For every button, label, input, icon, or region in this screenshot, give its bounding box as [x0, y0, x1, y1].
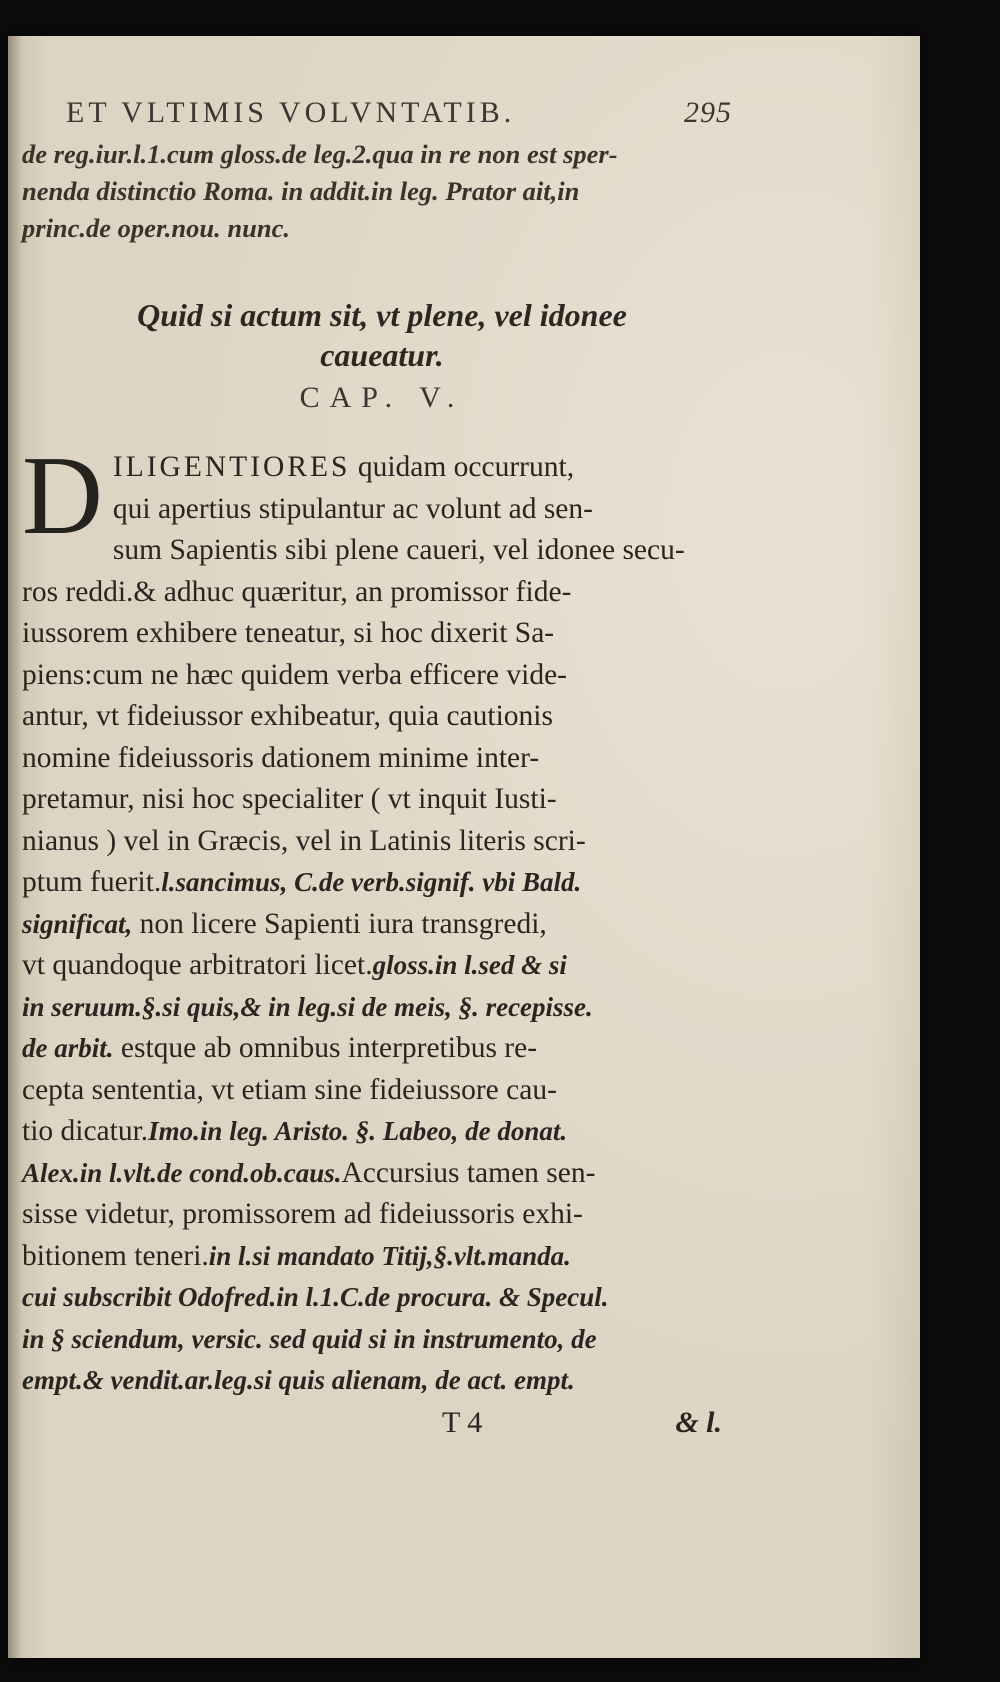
citation-text: gloss.in l.sed & si [372, 950, 567, 980]
top-citation-note [22, 136, 742, 247]
body-line [22, 1028, 742, 1070]
citation-text: Alex.in l.vlt.de cond.ob.caus. [22, 1157, 342, 1188]
body-line [22, 613, 742, 655]
body-text-span: vt quandoque arbitratori licet. [22, 949, 373, 981]
section-title [22, 295, 742, 375]
book-page [8, 36, 920, 1658]
first-line-lead: ILIGENTIORES [112, 451, 351, 483]
body-text [22, 434, 742, 1402]
signature-mark: T 4 [442, 1405, 483, 1439]
body-line [22, 945, 742, 987]
text-block [22, 96, 742, 1440]
body-line [22, 987, 742, 1029]
body-text-span: qui apertius stipulantur ac volunt ad sen- [112, 492, 593, 525]
body-line [22, 862, 742, 904]
body-line [22, 1277, 742, 1319]
section-title-line: Quid si actum sit, vt plene, vel idonee [137, 297, 627, 333]
body-text-span: ptum fuerit. [22, 866, 162, 898]
body-line [22, 1111, 742, 1153]
citation-text: l.sancimus, C.de verb.signif. vbi Bald. [161, 867, 582, 897]
body-text-span: non licere Sapienti iura transgredi, [132, 907, 547, 940]
citation-text: in seruum.§.si quis,& in leg.si de meis, §. recepisse. [22, 991, 593, 1022]
citation-text: cui subscribit Odofred.in l.1.C.de procura. & Specul. [22, 1282, 609, 1312]
citation-text: significat, [22, 908, 133, 939]
body-line [22, 904, 742, 946]
running-title: ET VLTIMIS VOLVNTATIB. [66, 96, 516, 129]
page-gutter-shadow [8, 36, 22, 1658]
note-line: princ.de oper.nou. nunc. [22, 213, 291, 243]
body-text-span: antur, vt fideiussor exhibeatur, quia cautionis [22, 700, 553, 732]
body-text-span: pretamur, nisi hoc specialiter ( vt inquit Iusti- [22, 783, 557, 815]
body-text-span: piens:cum ne hæc quidem verba efficere vide- [22, 658, 567, 691]
body-line [22, 655, 742, 697]
citation-text: empt.& vendit.ar.leg.si quis alienam, de act. empt. [22, 1365, 575, 1395]
body-text-span: sum Sapientis sibi plene caueri, vel idonee secu- [112, 534, 685, 566]
first-line-rest: quidam occurrunt, [350, 451, 575, 483]
chapter-label: CAP. V. [299, 381, 465, 414]
citation-text: Imo.in leg. Aristo. §. Labeo, de donat. [148, 1116, 568, 1146]
note-line: nenda distinctio Roma. in addit.in leg. Prator ait,in [22, 176, 580, 206]
citation-text: de arbit. [22, 1033, 114, 1063]
page-number: 295 [684, 96, 732, 129]
body-text-span: cepta sententia, vt etiam sine fideiussore cau- [22, 1073, 557, 1106]
body-text-span: iussorem exhibere teneatur, si hoc dixerit Sa- [22, 617, 555, 649]
body-line [22, 738, 742, 780]
catchword: & l. [675, 1405, 722, 1439]
citation-text: in § sciendum, versic. sed quid si in instrumento, de [22, 1323, 597, 1354]
body-line [22, 821, 742, 863]
citation-text: in l.si mandato Titij,§.vlt.manda. [208, 1240, 571, 1271]
body-line [22, 489, 742, 531]
body-line [22, 1319, 742, 1361]
note-line: de reg.iur.l.1.cum gloss.de leg.2.qua in re non est sper- [22, 139, 618, 169]
section-title-line: caueatur. [320, 337, 444, 373]
body-line [22, 696, 742, 738]
body-line-first [22, 447, 742, 489]
body-line [22, 1360, 742, 1402]
body-line [22, 572, 742, 614]
body-text-span: sisse videtur, promissorem ad fideiussoris exhi- [22, 1198, 583, 1230]
body-text-span: Accursius tamen sen- [341, 1156, 596, 1189]
body-text-span: nianus ) vel in Græcis, vel in Latinis literis scri- [22, 824, 586, 857]
body-text-span: bitionem teneri. [22, 1239, 209, 1272]
body-line [22, 779, 742, 821]
body-text-span: tio dicatur. [22, 1115, 149, 1147]
body-text-span: estque ab omnibus interpretibus re- [113, 1032, 538, 1064]
body-line [22, 1153, 742, 1195]
body-line [22, 1194, 742, 1236]
body-line [22, 1236, 742, 1278]
body-line [22, 530, 742, 572]
drop-cap: D [22, 434, 103, 558]
body-text-span: nomine fideiussoris dationem minime inter- [22, 741, 540, 774]
running-header [22, 96, 742, 130]
page-footer [22, 1406, 742, 1440]
body-line [22, 1070, 742, 1112]
body-text-span: ros reddi.& adhuc quæritur, an promissor fide- [22, 575, 572, 608]
